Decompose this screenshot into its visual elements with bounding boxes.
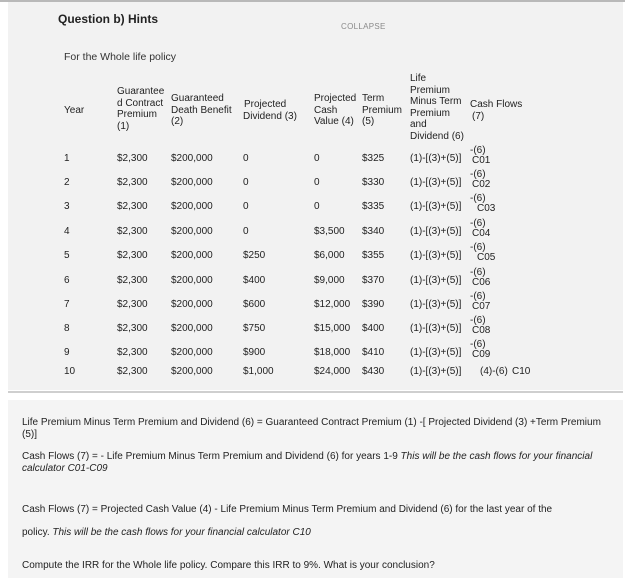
header-tp [362,93,402,128]
cell-tp: $325 [362,153,385,164]
cell-pd: $600 [243,299,266,310]
note-cashflow-1-9-text: Cash Flows (7) = - Life Premium Minus Term Premium and Dividend (6) for years 1-9 [22,451,401,462]
cell-gdb: $200,000 [171,250,213,261]
cell-pd: $400 [243,275,266,286]
cell-gdb: $200,000 [171,275,213,286]
note-cashflow-10-italic: This will be the cash flows for your financial calculator C10 [52,527,311,538]
cell-gcp: $2,300 [117,323,148,334]
header-pcv-line: Projected [314,93,357,104]
cell-tp: $390 [362,299,385,310]
cell-year: 10 [64,366,76,377]
cell-cf-code: C01 [472,155,491,166]
cell-pcv: $18,000 [314,347,351,358]
header-pcv [314,93,356,128]
cell-lp: (1)-[(3)+(5)] [410,153,462,164]
collapse-button[interactable]: COLLAPSE [341,22,386,31]
hint-title: Question b) Hints [58,12,158,26]
cell-gdb: $200,000 [171,299,213,310]
header-gcp [117,86,164,132]
cell-gcp: $2,300 [117,250,148,261]
note-formula-6: Life Premium Minus Term Premium and Dividend (6) = Guaranteed Contract Premium (1) -[ Projected Dividend (3) +Term Premium (5)] [22,417,601,440]
cell-gdb: $200,000 [171,323,213,334]
cell-cf-code: C03 [477,203,496,214]
cell-year: 7 [64,299,70,310]
cell-tp: $430 [362,366,385,377]
cell-year: 1 [64,153,70,164]
cell-lp: (1)-[(3)+(5)] [410,250,462,261]
cell-pcv: $9,000 [314,275,345,286]
cell-pcv: $24,000 [314,366,351,377]
cell-gdb: $200,000 [171,153,213,164]
cell-tp: $340 [362,226,385,237]
header-pd-line: Projected [244,99,287,110]
header-pcv-line: Cash [314,104,338,116]
cell-lp: (1)-[(3)+(5)] [410,177,462,188]
cell-lp: (1)-[(3)+(5)] [410,299,462,310]
cell-gcp: $2,300 [117,153,148,164]
header-cf [470,99,522,122]
header-lp-line: and [410,119,427,130]
header-lp-line: Dividend (6) [410,130,464,142]
cell-cf-formula: -(6) [470,315,486,326]
header-gdb-line: (2) [171,116,184,127]
cell-gcp: $2,300 [117,226,148,237]
cell-tp: $400 [362,323,385,334]
cell-cf-code: C07 [472,301,491,312]
cell-pcv: 0 [314,177,320,188]
cell-cf-formula: -(6) [470,145,486,156]
cell-year: 5 [64,250,70,261]
note-cashflow-10-line1: Cash Flows (7) = Projected Cash Value (4) - Life Premium Minus Term Premium and Dividend (6) for the last year of the [22,504,553,515]
cell-cf-code: C05 [477,252,496,263]
header-year: Year [64,105,85,116]
cell-year: 8 [64,323,70,334]
header-gdb-line: Death Benefit [171,104,232,116]
cell-pcv: $3,500 [314,226,345,237]
cell-cf-formula: -(6) [470,242,486,253]
cell-pcv: 0 [314,153,320,164]
header-pcv-line: Value (4) [314,116,354,127]
cell-cf-code: C09 [472,349,491,360]
cell-gdb: $200,000 [171,347,213,358]
cell-cf-formula: (4)-(6) [480,366,508,377]
cell-gdb: $200,000 [171,226,213,237]
header-tp-line: Premium [362,104,403,116]
header-gdb [171,93,232,128]
header-lp-line: Life [410,73,427,84]
cell-pcv: 0 [314,201,320,212]
cell-pcv: $6,000 [314,250,345,261]
cell-lp: (1)-[(3)+(5)] [410,323,462,334]
cell-tp: $370 [362,275,385,286]
cell-cf-formula: -(6) [470,267,486,278]
cell-cf-formula: -(6) [470,218,486,229]
cell-cf-code: C10 [512,366,531,377]
cell-gcp: $2,300 [117,201,148,212]
header-lp-line: Premium [410,84,451,96]
header-lp-line: Minus Term [410,96,462,107]
cell-tp: $335 [362,201,385,212]
cell-pd: $750 [243,323,266,334]
cell-cf-code: C06 [472,277,491,288]
header-gcp-line: d Contract [117,97,164,109]
cell-gcp: $2,300 [117,275,148,286]
cell-cf-formula: -(6) [470,291,486,302]
note-question: Compute the IRR for the Whole life policy. Compare this IRR to 9%. What is your conclusion? [22,560,435,571]
cell-gcp: $2,300 [117,177,148,188]
cell-gdb: $200,000 [171,177,213,188]
header-tp-line: (5) [362,116,375,127]
header-tp-line: Term [362,93,385,104]
cell-cf-formula: -(6) [470,339,486,350]
note-cashflow-1-9 [22,451,612,475]
cell-year: 9 [64,347,70,358]
cell-cf-code: C02 [472,179,491,190]
cell-pd: $1,000 [243,366,274,377]
cell-tp: $355 [362,250,385,261]
cell-pd: 0 [243,177,249,188]
cell-gdb: $200,000 [171,201,213,212]
note-cashflow-10-text: policy. [22,527,53,538]
cell-pd: 0 [243,201,249,212]
cell-pd: $900 [243,347,266,358]
cell-pd: 0 [243,226,249,237]
cell-year: 4 [64,226,70,237]
header-gdb-line: Guaranteed [171,93,224,104]
cell-year: 6 [64,275,70,286]
cell-pcv: $12,000 [314,299,351,310]
header-lp [410,73,464,142]
cell-cf-code: C04 [472,228,491,239]
header-gcp-line: Guarantee [117,86,165,97]
section-divider [8,391,623,393]
policy-label: For the Whole life policy [64,51,177,63]
cell-year: 3 [64,201,70,212]
header-gcp-line: Premium [117,109,158,120]
cell-gcp: $2,300 [117,299,148,310]
cell-cf-formula: -(6) [470,193,486,204]
cell-lp: (1)-[(3)+(5)] [410,201,462,212]
cell-gcp: $2,300 [117,366,148,377]
cell-cf-code: C08 [472,325,491,336]
cell-pcv: $15,000 [314,323,351,334]
note-cashflow-1-9-italic: This will be the cash flows for your financial calculator C01-C09 [22,451,593,474]
cell-year: 2 [64,177,70,188]
header-cf-line: (7) [472,110,485,122]
cell-lp: (1)-[(3)+(5)] [410,366,462,377]
header-lp-line: Premium [410,107,451,119]
cell-pd: 0 [243,153,249,164]
cell-tp: $410 [362,347,385,358]
header-pd-line: Dividend (3) [243,110,297,122]
header-cf-line: Cash Flows [470,99,523,110]
header-gcp-line: (1) [117,120,130,132]
header-pd [243,99,297,122]
cell-tp: $330 [362,177,385,188]
cell-lp: (1)-[(3)+(5)] [410,347,462,358]
cell-gdb: $200,000 [171,366,213,377]
cell-cf-formula: -(6) [470,169,486,180]
cell-lp: (1)-[(3)+(5)] [410,275,462,286]
cell-pd: $250 [243,250,266,261]
cell-gcp: $2,300 [117,347,148,358]
cell-lp: (1)-[(3)+(5)] [410,226,462,237]
note-cashflow-10-line2 [22,527,612,539]
